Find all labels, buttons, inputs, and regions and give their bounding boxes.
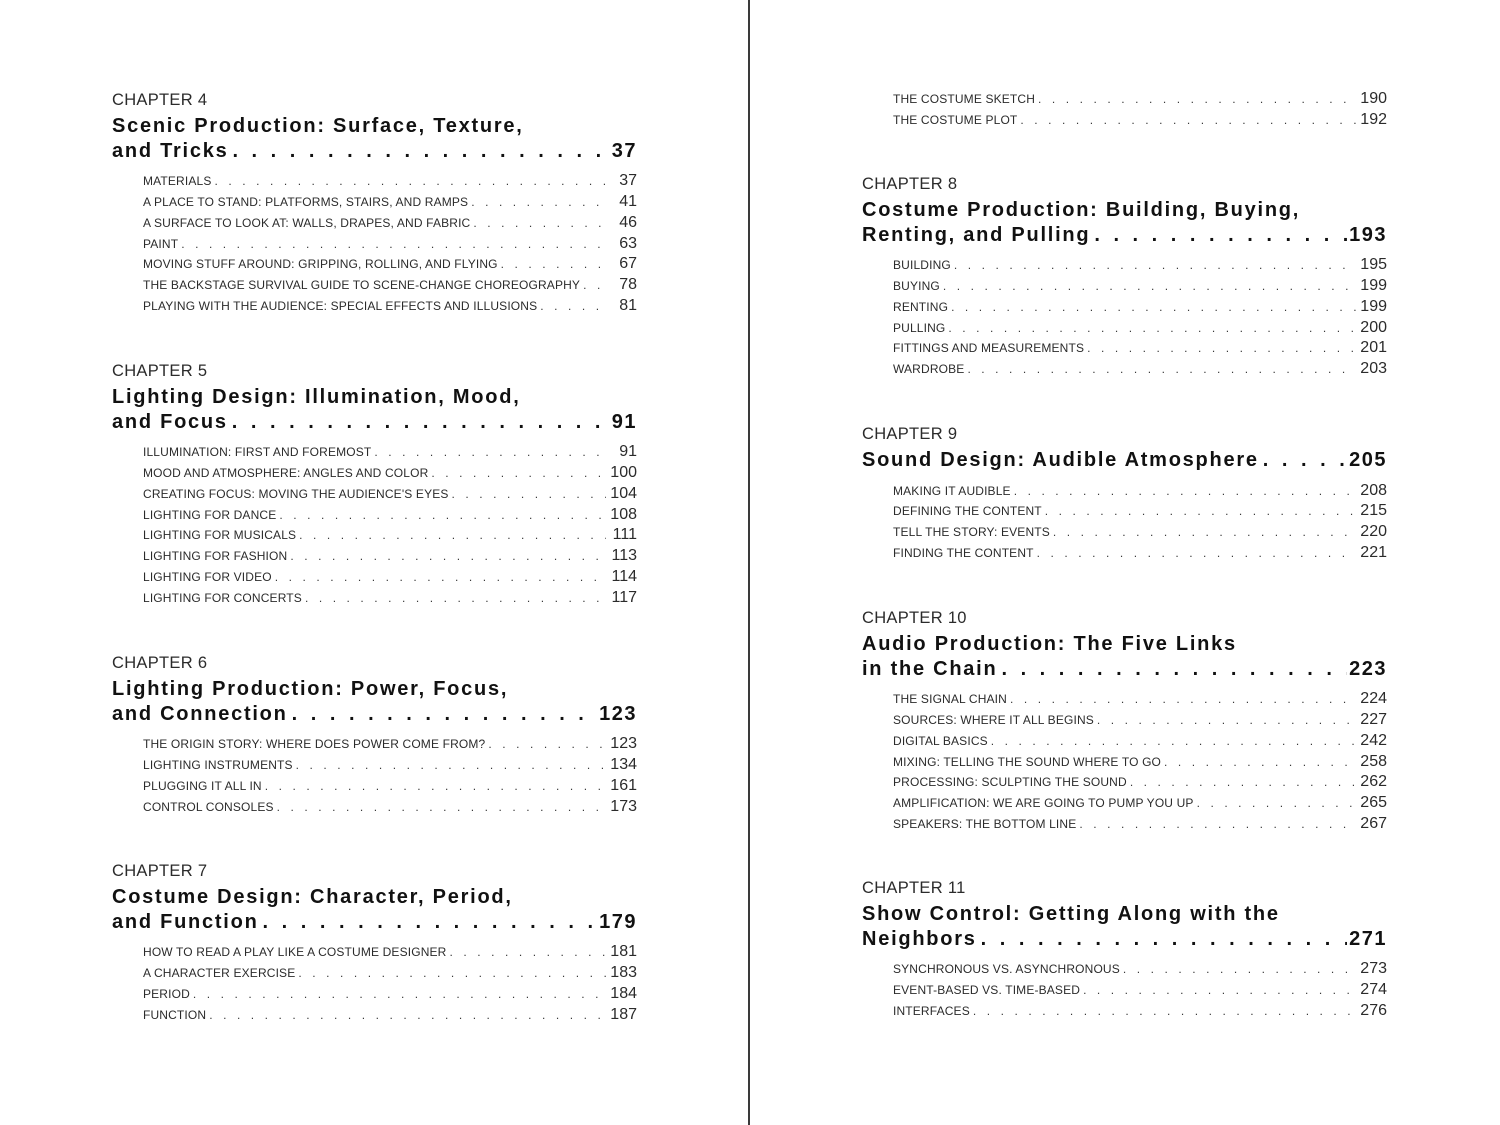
section-page-number: 199 [1360,276,1387,294]
toc-entry[interactable] [143,1006,637,1027]
section-title: AMPLIFICATION: WE ARE GOING TO PUMP YOU UP [893,796,1194,811]
section-title: THE BACKSTAGE SURVIVAL GUIDE TO SCENE-CHANGE CHOREOGRAPHY [143,278,581,293]
section-title: BUYING [893,278,940,293]
section-page-number: 104 [610,484,637,502]
section-title: CREATING FOCUS: MOVING THE AUDIENCE'S EYES [143,486,449,501]
section-page-number: 113 [611,547,637,565]
section-title: A SURFACE TO LOOK AT: WALLS, DRAPES, AND FABRIC [143,215,471,230]
section-page-number: 220 [1360,523,1387,541]
toc-entry[interactable] [893,339,1387,360]
section-title: MIXING: TELLING THE SOUND WHERE TO GO [893,754,1162,769]
toc-entry[interactable] [143,798,637,819]
dot-leader [452,487,606,501]
section-page-number: 258 [1360,752,1387,770]
section-page-number: 265 [1360,794,1387,812]
section-list [862,482,1387,565]
chapter-label: CHAPTER 8 [862,175,958,193]
section-page-number: 41 [619,192,637,210]
chapter-title[interactable] [862,632,1387,681]
section-page-number: 203 [1360,360,1387,378]
section-title: LIGHTING FOR MUSICALS [143,528,297,543]
toc-entry[interactable] [143,464,637,485]
toc-entry[interactable] [143,235,637,256]
section-list [862,256,1387,381]
toc-entry[interactable] [893,523,1387,544]
section-page-number: 63 [619,234,637,252]
book-spine-divider [748,0,750,1125]
section-page-number: 208 [1360,481,1387,499]
dot-leader [232,139,609,164]
toc-entry[interactable] [893,1002,1387,1023]
dot-leader [540,299,606,313]
section-page-number: 276 [1360,1001,1387,1019]
dot-leader [943,279,1356,293]
dot-leader [1079,817,1356,831]
section-page-number: 134 [610,755,637,773]
toc-entry[interactable] [143,485,637,506]
toc-entry[interactable] [143,172,637,193]
chapter-title-line: Show Control: Getting Along with the [862,903,1280,925]
section-title: PERIOD [143,986,190,1001]
dot-leader [1197,796,1356,810]
chapter-title[interactable] [112,885,637,934]
dot-leader [275,570,606,584]
dot-leader [214,174,606,188]
dot-leader [374,445,606,459]
dot-leader [1053,525,1356,539]
chapter-11 [862,878,1387,1023]
section-page-number: 111 [612,526,637,544]
toc-entry[interactable] [893,502,1387,523]
section-list [862,690,1387,836]
section-page-number: 224 [1360,690,1387,707]
chapter-label: CHAPTER 7 [112,862,208,880]
dot-leader [1123,962,1356,976]
chapter-5 [112,361,637,610]
chapter-6 [112,653,637,818]
toc-entry[interactable] [143,964,637,985]
toc-entry[interactable] [143,297,637,318]
toc-entry[interactable] [143,547,637,568]
chapter-page-number: 91 [611,410,637,433]
chapter-label: CHAPTER 10 [862,609,967,627]
toc-entry[interactable] [143,985,637,1006]
dot-leader [292,702,598,727]
toc-entry[interactable] [893,690,1387,711]
section-title: DIGITAL BASICS [893,733,988,748]
section-page-number: 67 [619,255,637,273]
toc-entry[interactable] [893,711,1387,732]
toc-entry[interactable] [143,255,637,276]
chapter-title[interactable] [112,114,637,163]
left-page [0,0,749,1125]
section-page-number: 114 [611,568,637,586]
chapter-7 [112,861,637,1026]
dot-leader [209,1008,606,1022]
section-page-number: 173 [610,797,637,815]
chapter-label: CHAPTER 11 [862,879,966,897]
dot-leader [973,1004,1356,1018]
section-page-number: 183 [610,963,637,981]
section-title: SYNCHRONOUS VS. ASYNCHRONOUS [893,962,1120,976]
dot-leader [1010,692,1356,706]
section-title: SPEAKERS: THE BOTTOM LINE [893,817,1077,832]
section-list [112,172,637,318]
chapter-title[interactable] [862,902,1387,951]
section-title: FUNCTION [143,1007,207,1022]
dot-leader [954,258,1356,272]
toc-entry[interactable] [893,111,1387,132]
chapter-title-line: in the Chain [862,657,998,680]
dot-leader [1164,755,1356,769]
chapter-page-number: 179 [599,910,637,933]
dot-leader [1020,113,1356,127]
toc-entry[interactable] [143,526,637,547]
section-title: FINDING THE CONTENT [893,546,1034,561]
chapter-label: CHAPTER 6 [112,654,208,672]
section-list [862,960,1387,1023]
dot-leader [473,216,606,230]
toc-entry[interactable] [893,482,1387,503]
dot-leader [1001,657,1347,682]
section-page-number: 221 [1360,544,1387,562]
toc-entry[interactable] [893,960,1387,981]
section-page-number: 273 [1360,960,1387,977]
toc-entry[interactable] [143,589,637,610]
chapter-9 [862,424,1387,565]
dot-leader [1045,504,1356,518]
section-page-number: 242 [1360,731,1387,749]
dot-leader [1037,546,1356,560]
chapter-page-number: 223 [1349,657,1387,680]
section-title: PLUGGING IT ALL IN [143,778,262,793]
chapter-title-line: Renting, and Pulling [862,223,1091,246]
dot-leader [181,237,606,251]
section-page-number: 190 [1360,90,1387,107]
section-page-number: 192 [1360,110,1387,128]
dot-leader [1094,223,1347,248]
dot-leader [951,300,1356,314]
toc-entry[interactable] [143,943,637,964]
section-page-number: 100 [610,463,637,481]
section-page-number: 161 [610,776,637,794]
section-title: HOW TO READ A PLAY LIKE A COSTUME DESIGNER [143,945,447,959]
toc-entry[interactable] [143,276,637,297]
section-title: MAKING IT AUDIBLE [893,483,1011,498]
chapter-page-number: 123 [599,702,637,725]
dot-leader [193,987,606,1001]
toc-entry[interactable] [143,777,637,798]
toc-entry[interactable] [143,568,637,589]
chapter-title-line: Neighbors [862,927,977,950]
chapter-page-number: 205 [1349,449,1387,471]
dot-leader [450,945,607,959]
chapter-page-number: 193 [1349,223,1387,246]
chapter-8 [862,174,1387,381]
section-list [112,943,637,1026]
chapter-7-continued [862,90,1387,132]
section-page-number: 78 [619,276,637,294]
section-page-number: 187 [610,1005,637,1023]
toc-entry[interactable] [893,753,1387,774]
dot-leader [488,737,606,751]
section-title: RENTING [893,299,949,314]
section-page-number: 199 [1360,297,1387,315]
dot-leader [1263,448,1347,473]
toc-entry[interactable] [143,443,637,464]
dot-leader [471,195,606,209]
section-page-number: 227 [1360,710,1387,728]
section-title: INTERFACES [893,1003,970,1018]
toc-entry[interactable] [893,90,1387,111]
section-title: FITTINGS AND MEASUREMENTS [893,341,1085,356]
dot-leader [299,528,606,542]
dot-leader [583,278,606,292]
section-page-number: 81 [619,297,637,315]
section-page-number: 262 [1360,773,1387,791]
section-page-number: 37 [619,172,637,189]
chapter-page-number: 37 [611,139,637,162]
chapter-title[interactable] [112,385,637,434]
section-page-number: 274 [1360,980,1387,998]
dot-leader [1087,341,1356,355]
dot-leader [948,321,1356,335]
dot-leader [1038,92,1356,106]
chapter-title-line: Costume Design: Character, Period, [112,886,513,908]
dot-leader [1097,713,1356,727]
chapter-label: CHAPTER 9 [862,425,958,443]
toc-entry[interactable] [893,732,1387,753]
toc-entry[interactable] [893,815,1387,836]
chapter-10 [862,608,1387,836]
dot-leader [277,800,606,814]
dot-leader [298,966,606,980]
toc-entry[interactable] [893,277,1387,298]
dot-leader [290,549,606,563]
section-title: LIGHTING FOR FASHION [143,549,288,564]
dot-leader [232,410,610,435]
chapter-title-line: Lighting Design: Illumination, Mood, [112,386,521,408]
chapter-title[interactable] [112,677,637,726]
section-title: PAINT [143,236,179,251]
chapter-title-line: and Function [112,910,259,933]
section-page-number: 200 [1360,318,1387,336]
chapter-title-line: Lighting Production: Power, Focus, [112,678,509,700]
chapter-title-line: and Connection [112,702,288,725]
chapter-title-line: and Tricks [112,139,229,162]
dot-leader [991,734,1356,748]
toc-entry[interactable] [893,794,1387,815]
chapter-title-line: Costume Production: Building, Buying, [862,199,1301,221]
section-title: PLAYING WITH THE AUDIENCE: SPECIAL EFFECTS AND ILLUSIONS [143,299,538,314]
section-title: SOURCES: WHERE IT ALL BEGINS [893,712,1094,727]
section-title: DEFINING THE CONTENT [893,504,1042,519]
section-page-number: 184 [610,984,637,1002]
section-page-number: 215 [1360,502,1387,520]
section-title: A CHARACTER EXERCISE [143,965,296,980]
dot-leader [279,508,606,522]
toc-entry[interactable] [143,735,637,756]
chapter-title-line: Sound Design: Audible Atmosphere [862,449,1259,471]
toc-entry[interactable] [893,773,1387,794]
chapter-4 [112,90,637,318]
section-title: ILLUMINATION: FIRST AND FOREMOST [143,445,372,459]
section-page-number: 181 [610,943,637,960]
section-title: TELL THE STORY: EVENTS [893,525,1050,540]
section-title: THE SIGNAL CHAIN [893,692,1007,706]
section-page-number: 195 [1360,256,1387,273]
section-title: EVENT-BASED VS. TIME-BASED [893,982,1081,997]
dot-leader [501,257,606,271]
section-page-number: 117 [611,588,637,606]
section-title: PROCESSING: SCULPTING THE SOUND [893,775,1127,790]
toc-entry[interactable] [893,981,1387,1002]
section-title: WARDROBE [893,362,965,377]
section-page-number: 46 [619,213,637,231]
section-title: MOVING STUFF AROUND: GRIPPING, ROLLING, AND FLYING [143,257,498,272]
chapter-title[interactable] [862,448,1387,473]
chapter-title[interactable] [862,198,1387,247]
section-list [112,443,637,610]
right-page [751,0,1500,1125]
section-title: LIGHTING FOR VIDEO [143,570,272,585]
dot-leader [263,910,598,935]
chapter-label: CHAPTER 5 [112,362,208,380]
dot-leader [431,466,606,480]
section-title: THE ORIGIN STORY: WHERE DOES POWER COME FROM? [143,737,486,751]
section-title: THE COSTUME SKETCH [893,92,1036,106]
toc-entry[interactable] [143,214,637,235]
section-page-number: 201 [1360,339,1387,357]
dot-leader [305,591,606,605]
section-page-number: 108 [610,505,637,523]
dot-leader [981,927,1347,952]
section-title: LIGHTING FOR DANCE [143,507,277,522]
dot-leader [1130,775,1356,789]
section-list [112,735,637,818]
toc-entry[interactable] [143,756,637,777]
toc-entry[interactable] [143,193,637,214]
section-title: PULLING [893,320,946,335]
section-title: LIGHTING INSTRUMENTS [143,757,293,772]
section-title: A PLACE TO STAND: PLATFORMS, STAIRS, AND RAMPS [143,194,469,209]
section-page-number: 267 [1360,815,1387,833]
section-title: MOOD AND ATMOSPHERE: ANGLES AND COLOR [143,465,429,480]
toc-entry[interactable] [143,506,637,527]
chapter-title-line: and Focus [112,410,228,433]
toc-entry[interactable] [893,298,1387,319]
chapter-page-number: 271 [1349,927,1387,950]
section-title: THE COSTUME PLOT [893,112,1018,127]
dot-leader [265,779,606,793]
section-list [862,90,1387,132]
chapter-title-line: Scenic Production: Surface, Texture, [112,115,524,137]
dot-leader [967,362,1356,376]
toc-entry[interactable] [893,360,1387,381]
dot-leader [1083,983,1356,997]
section-title: CONTROL CONSOLES [143,799,274,814]
chapter-label: CHAPTER 4 [112,91,208,109]
section-title: MATERIALS [143,174,212,188]
section-page-number: 91 [619,443,637,460]
toc-entry[interactable] [893,319,1387,340]
toc-entry[interactable] [893,544,1387,565]
section-title: BUILDING [893,258,951,272]
chapter-title-line: Audio Production: The Five Links [862,633,1237,655]
dot-leader [1014,484,1356,498]
section-page-number: 123 [610,735,637,752]
dot-leader [296,758,606,772]
toc-entry[interactable] [893,256,1387,277]
section-title: LIGHTING FOR CONCERTS [143,590,302,605]
